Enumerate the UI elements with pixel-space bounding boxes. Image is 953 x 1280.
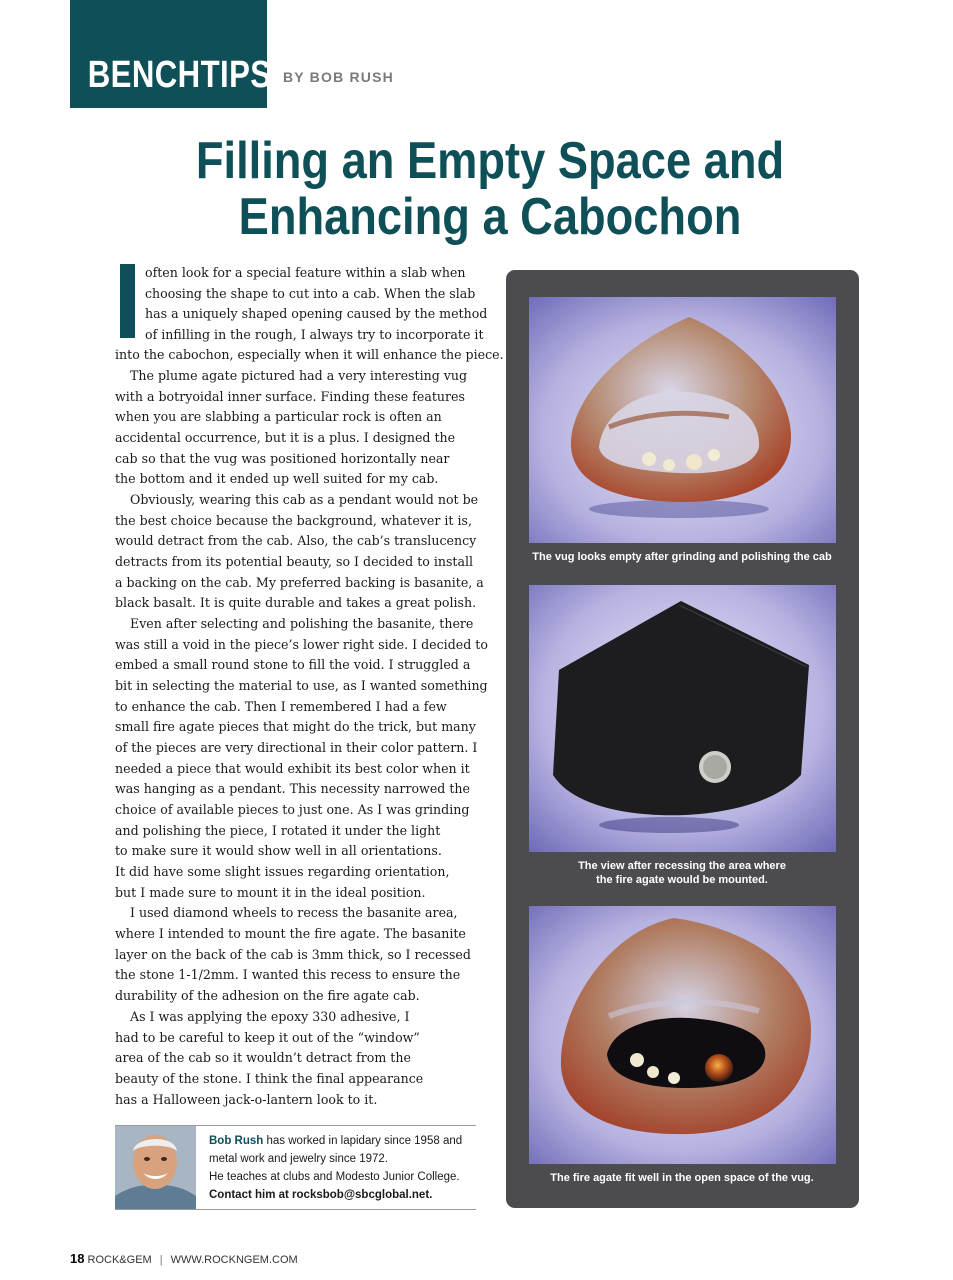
body-text-line: the bottom and it ended up well suited for my cab. [115,471,439,486]
article-title-line-2: Enhancing a Cabochon [238,188,742,246]
bio-line-2: metal work and jewelry since 1972. [209,1153,388,1165]
body-text-line: black basalt. It is quite durable and takes a great polish. [115,595,477,610]
bio-line-1 [209,1134,462,1148]
photo-caption-2-line-1: The view after recessing the area where [578,860,786,872]
body-text-line: needed a piece that would exhibit its best color when it [115,761,470,776]
photo-caption-3: The fire agate fit well in the open space of the vug. [550,1172,814,1184]
byline: BY BOB RUSH [283,69,394,85]
article-title-line-1: Filling an Empty Space and [195,132,785,190]
body-text-line: to enhance the cab. Then I remembered I had a few [115,699,447,714]
body-text-line: small fire agate pieces that might do the trick, but many [115,719,476,734]
body-text-line: where I intended to mount the fire agate. The basanite [115,926,466,941]
body-text-line: detracts from its potential beauty, so I decided to install [115,554,474,569]
website: WWW.ROCKNGEM.COM [170,1254,298,1266]
body-text-line: of the pieces are very directional in their color pattern. I [115,740,478,755]
body-text-line: bit in selecting the material to use, as I wanted something [115,678,488,693]
section-label: BENCHTIPS [87,54,272,96]
bio-author-name: Bob Rush [209,1135,264,1147]
body-text-line: the stone 1-1/2mm. I wanted this recess to ensure the [115,967,461,982]
body-text-line: was hanging as a pendant. This necessity narrowed the [115,781,470,796]
body-text-line: area of the cab so it wouldn’t detract from the [115,1050,411,1065]
body-text-line: but I made sure to mount it in the ideal position. [115,885,426,900]
body-text-line: a backing on the cab. My preferred backing is basanite, a [115,575,484,590]
body-text-line: the best choice because the background, whatever it is, [115,513,472,528]
body-text-line: to make sure it would show well in all orientations. [115,843,442,858]
body-text-line: accidental occurrence, but it is a plus. I designed the [115,430,456,445]
page-number: 18 [70,1251,85,1266]
body-text-line: choice of available pieces to just one. As I was grinding [115,802,470,817]
body-text-line: with a botryoidal inner surface. Finding these features [115,389,465,404]
body-text-line: has a Halloween jack-o-lantern look to it. [115,1092,378,1107]
bio-line-3: He teaches at clubs and Modesto Junior College. [209,1171,460,1183]
body-text-line: I used diamond wheels to recess the basanite area, [130,905,458,920]
photo-finished-cab [529,906,836,1164]
body-text-line: often look for a special feature within a slab when [145,265,466,280]
photo-caption-2-line-2: the fire agate would be mounted. [596,874,768,886]
bio-contact: Contact him at rocksbob@sbcglobal.net. [209,1189,433,1201]
body-text-line: embed a small round stone to fill the void. I struggled a [115,657,471,672]
body-text-line: durability of the adhesion on the fire agate cab. [115,988,420,1003]
magazine-name: ROCK&GEM [87,1254,152,1266]
body-text-line: The plume agate pictured had a very interesting vug [130,368,468,383]
body-text-line: It did have some slight issues regarding orientation, [115,864,450,879]
body-text-line: into the cabochon, especially when it will enhance the piece. [115,347,504,362]
body-text-line: and polishing the piece, I rotated it under the light [115,823,441,838]
bio-line-1-text: has worked in lapidary since 1958 and [263,1135,463,1147]
bio-bottom-rule [115,1209,476,1210]
photo-caption-1: The vug looks empty after grinding and polishing the cab [532,551,832,563]
photo-basanite-back [529,585,836,852]
photo-empty-vug [529,297,836,543]
body-text-line: had to be careful to keep it out of the “window” [115,1030,420,1045]
body-text-line: As I was applying the epoxy 330 adhesive, I [130,1009,410,1024]
author-photo [115,1126,196,1209]
body-text-line: Obviously, wearing this cab as a pendant would not be [130,492,479,507]
body-text-line: choosing the shape to cut into a cab. When the slab [145,286,476,301]
page-footer: 18 ROCK&GEM | WWW.ROCKNGEM.COM [70,1251,298,1266]
body-text-line: when you are slabbing a particular rock is often an [115,409,442,424]
body-text-line: was still a void in the piece’s lower right side. I decided to [115,637,488,652]
body-text-line: beauty of the stone. I think the final appearance [115,1071,424,1086]
body-text-line: layer on the back of the cab is 3mm thick, so I recessed [115,947,471,962]
body-text-line: of infilling in the rough, I always try to incorporate it [145,327,484,342]
section-banner [70,0,272,108]
body-text-line: Even after selecting and polishing the basanite, there [130,616,474,631]
body-text-line: has a uniquely shaped opening caused by the method [145,306,488,321]
body-text-line: would detract from the cab. Also, the cab’s translucency [115,533,477,548]
body-text-line: cab so that the vug was positioned horizontally near [115,451,450,466]
drop-cap [120,264,135,338]
